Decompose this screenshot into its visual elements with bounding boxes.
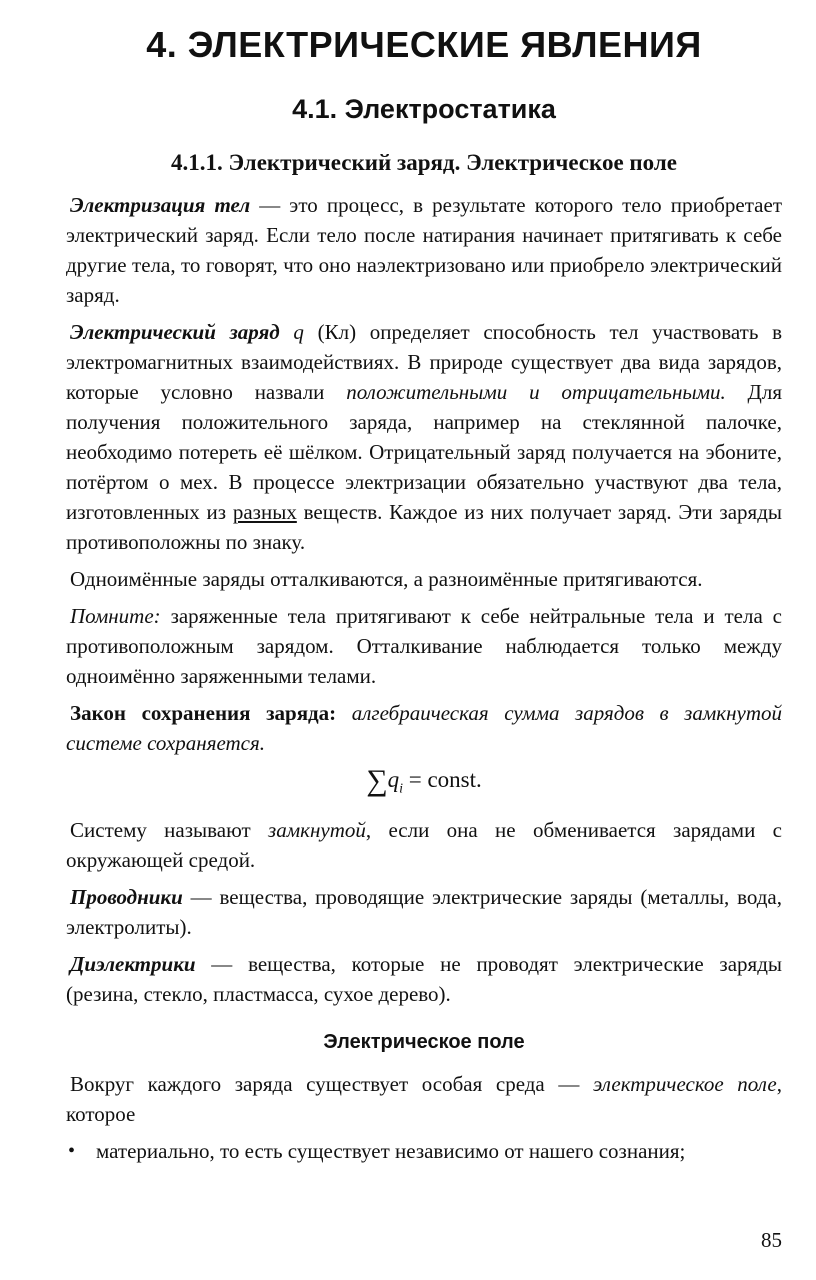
list-item-text: материально, то есть существует независимо от нашего сознания; <box>96 1138 686 1163</box>
paragraph-electric-field <box>66 1069 782 1129</box>
paragraph-text: — вещества, которые не проводят электрические заряды (резина, стекло, пластмасса, сухое дерево). <box>66 951 782 1006</box>
subsection-title: 4.1.1. Электрический заряд. Электрическое поле <box>171 150 677 175</box>
paragraph-text: заряженные тела притягивают к себе нейтральные тела и тела с противоположным зарядом. Отталкивание наблюдается только между одноимённо заряженными телами. <box>66 604 782 688</box>
conservation-formula <box>66 765 782 805</box>
italic-word: замкнутой <box>268 817 366 842</box>
paragraph-remember <box>66 601 782 691</box>
paragraph-like-charges: Одноимённые заряды отталкиваются, а разноимённые притягиваются. <box>70 567 703 591</box>
paragraph-conductors <box>66 882 782 942</box>
remember-lead: Помните: <box>70 604 161 628</box>
paragraph-closed-system <box>66 815 782 875</box>
sigma-symbol: ∑ <box>366 764 388 797</box>
paragraph-electrization <box>66 190 782 310</box>
section-title: 4.1. Электростатика <box>292 94 556 124</box>
field-properties-list <box>66 1136 782 1166</box>
paragraph-text: (Кл) определяет способность тел участвовать в электромагнитных взаимодействиях. В природе существует два вида зарядов, которые условно назвали <box>66 320 783 404</box>
book-page <box>66 0 782 1280</box>
term-electric-charge: Электрический заряд <box>70 320 280 344</box>
paragraph-text: — вещества, проводящие электрические заряды (металлы, вода, электролиты). <box>66 884 782 939</box>
paragraph-text: веществ. Каждое из них получает заряд. Эти заряды противоположны по знаку. <box>66 500 782 554</box>
paragraph-text: , если она не обменивается зарядами с окружающей средой. <box>66 817 782 872</box>
bullet-icon: • <box>68 1139 76 1162</box>
electric-field-heading: Электрическое поле <box>323 1030 525 1053</box>
underlined-word: разных <box>232 500 297 524</box>
italic-phrase: электрическое поле <box>592 1071 777 1096</box>
law-text: алгебраическая сумма зарядов в замкнутой системе сохраняется. <box>66 701 782 755</box>
formula-variable: q <box>387 767 400 792</box>
law-lead: Закон сохранения заряда: <box>70 701 337 725</box>
chapter-title: 4. ЭЛЕКТРИЧЕСКИЕ ЯВЛЕНИЯ <box>146 24 702 65</box>
paragraph-text: — это процесс, в результате которого тело приобретает электрический заряд. Если тело после натирания начинает притягивать к себе другие тела, то говорят, что оно наэлектризовано или приобрело электрический заряд. <box>66 193 782 307</box>
formula-rest: = const. <box>403 767 482 792</box>
term-electrization: Электризация тел <box>70 193 251 217</box>
paragraph-text: Систему называют <box>70 817 269 842</box>
term-conductors: Проводники <box>70 884 183 909</box>
paragraph-text: Вокруг каждого заряда существует особая среда — <box>70 1071 593 1096</box>
term-dielectrics: Диэлектрики <box>70 951 196 976</box>
body-text <box>66 190 782 1166</box>
italic-phrase: положительными и отрицательными. <box>346 380 726 404</box>
page-number: 85 <box>761 1228 782 1252</box>
paragraph-conservation-law <box>66 698 782 758</box>
paragraph-electric-charge <box>66 317 782 557</box>
charge-symbol: q <box>279 320 304 344</box>
paragraph-dielectrics <box>66 949 782 1009</box>
paragraph-text: Для получения положительного заряда, например на стеклянной палочке, необходимо потереть её шёлком. Отрицательный заряд получается на эбоните, потёртом о мех. В процессе электризации обязательно участвуют два тела, изготовленных из <box>66 380 782 524</box>
list-item <box>66 1136 782 1166</box>
paragraph-text: , которое <box>66 1071 783 1126</box>
formula-subscript: i <box>399 781 403 797</box>
